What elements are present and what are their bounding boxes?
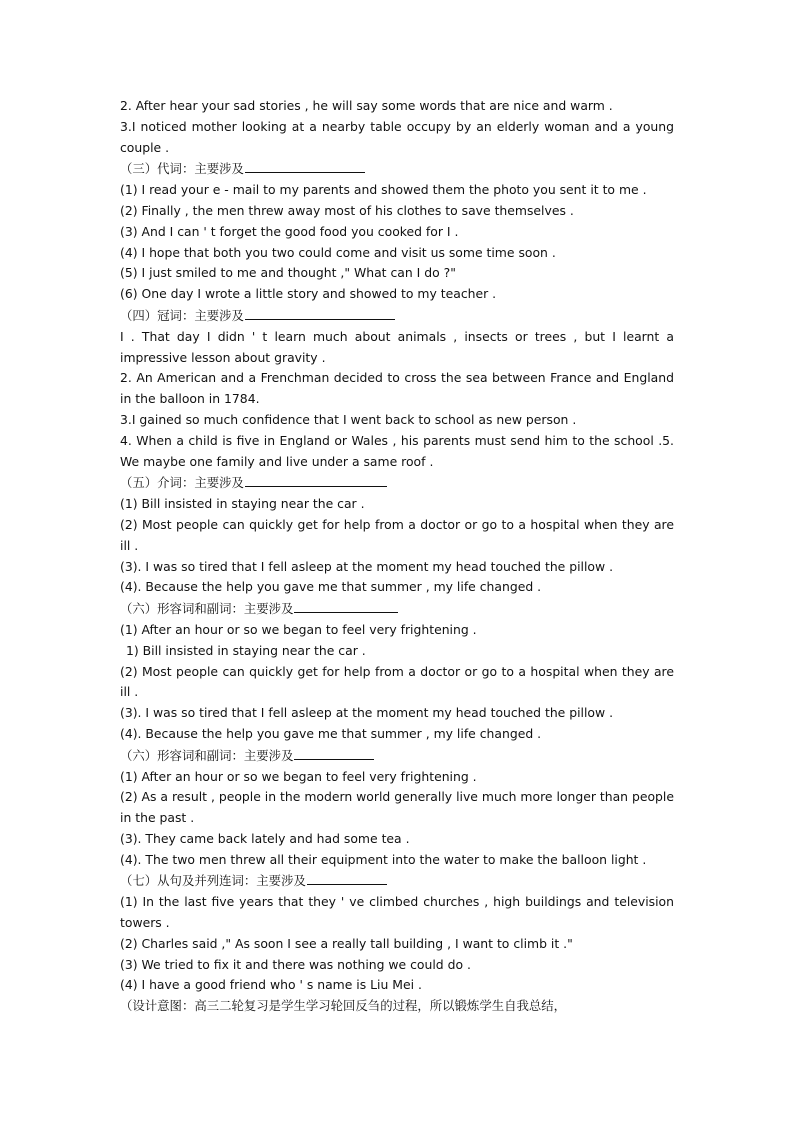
section-heading-pronouns: （三）代词：主要涉及 (120, 158, 674, 180)
text-line-13: 3.I gained so much confidence that I went back to school as new person . (120, 411, 577, 427)
text-line-23: (2) Most people can quickly get for help from a doctor or go to a hospital when they are ill . (120, 663, 674, 700)
text-line-24: (3). I was so tired that I fell asleep at the moment my head touched the pillow . (120, 705, 614, 721)
section-heading-articles: （四）冠词：主要涉及 (120, 305, 674, 327)
text-line-1: 2. After hear your sad stories , he will say some words that are nice and warm . (120, 98, 613, 113)
text-line-5: (2) Finally , the men threw away most of his clothes to save themselves . (120, 202, 574, 218)
text-line-35: (4) I have a good friend who ' s name is Liu Mei . (120, 977, 422, 993)
section-heading-clauses-conjunctions: （七）从句及并列连词：主要涉及 (120, 870, 674, 892)
answer-blank[interactable] (294, 745, 374, 760)
text-line-12: 2. An American and a Frenchman decided to cross the sea between France and England in the balloon in 1784. (120, 370, 674, 407)
text-line-34: (3) We tried to fix it and there was nothing we could do . (120, 956, 471, 972)
text-line-32: (1) In the last five years that they ' ve climbed churches , high buildings and television towers . (120, 894, 674, 931)
answer-blank[interactable] (294, 598, 398, 613)
text-line-18: (3). I was so tired that I fell asleep at the moment my head touched the pillow . (120, 558, 614, 574)
answer-blank[interactable] (245, 158, 365, 173)
text-line-8: (5) I just smiled to me and thought ," What can I do ?" (120, 265, 456, 281)
text-line-21: (1) After an hour or so we began to feel very frightening . (120, 621, 477, 637)
text-line-4: (1) I read your e - mail to my parents and showed them the photo you sent it to me . (120, 182, 647, 198)
text-line-9: (6) One day I wrote a little story and showed to my teacher . (120, 286, 497, 302)
text-line-29: (3). They came back lately and had some tea . (120, 830, 410, 846)
text-line-6: (3) And I can ' t forget the good food you cooked for I . (120, 223, 459, 239)
document-page (120, 96, 674, 1017)
text-line-27: (1) After an hour or so we began to feel very frightening . (120, 768, 477, 784)
text-line-17: (2) Most people can quickly get for help from a doctor or go to a hospital when they are ill . (120, 516, 674, 553)
section-heading-adjectives-adverbs: （六）形容词和副词：主要涉及 (120, 598, 674, 620)
text-line-16: (1) Bill insisted in staying near the car . (120, 496, 365, 512)
text-line-22: 1) Bill insisted in staying near the car . (126, 642, 366, 658)
text-line-7: (4) I hope that both you two could come and visit us some time soon . (120, 244, 556, 260)
text-line-30: (4). The two men threw all their equipment into the water to make the balloon light . (120, 851, 647, 867)
text-line-11: I . That day I didn ' t learn much about animals , insects or trees , but I learnt a impressive lesson about gravity . (120, 328, 674, 365)
text-line-2: 3.I noticed mother looking at a nearby table occupy by an elderly woman and a young couple . (120, 118, 674, 155)
section-heading-prepositions: （五）介词：主要涉及 (120, 472, 674, 494)
section-heading-adjectives-adverbs-2: （六）形容词和副词：主要涉及 (120, 745, 674, 767)
text-line-28: (2) As a result , people in the modern world generally live much more longer than people in the past . (120, 789, 674, 826)
design-intent-note: （设计意图：高三二轮复习是学生学习轮回反刍的过程，所以锻炼学生自我总结， (120, 998, 567, 1014)
text-line-14: 4. When a child is five in England or Wales , his parents must send him to the school .5. We maybe one family and live under a same roof . (120, 432, 674, 469)
answer-blank[interactable] (245, 472, 387, 487)
answer-blank[interactable] (245, 305, 395, 320)
answer-blank[interactable] (307, 870, 387, 885)
text-line-19: (4). Because the help you gave me that summer , my life changed . (120, 579, 542, 595)
text-line-33: (2) Charles said ," As soon I see a really tall building , I want to climb it ." (120, 935, 573, 951)
text-line-25: (4). Because the help you gave me that summer , my life changed . (120, 725, 542, 741)
